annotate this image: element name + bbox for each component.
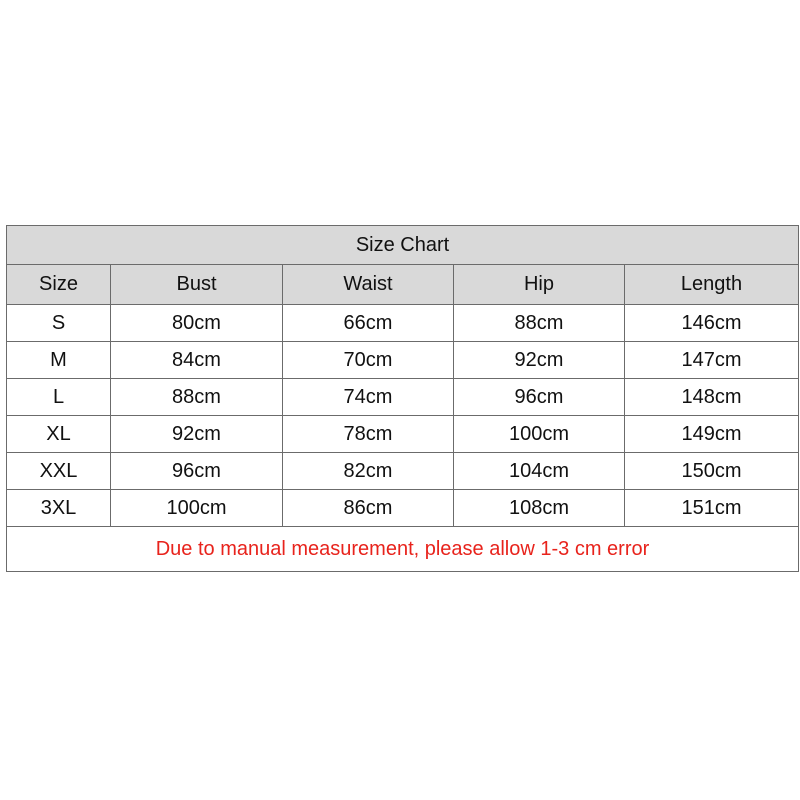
table-title: Size Chart — [7, 226, 799, 265]
cell-hip: 108cm — [454, 490, 625, 527]
cell-hip: 96cm — [454, 379, 625, 416]
table-row — [7, 379, 799, 416]
table-note-row — [7, 527, 799, 572]
cell-waist: 82cm — [283, 453, 454, 490]
table-row — [7, 416, 799, 453]
cell-length: 147cm — [625, 342, 799, 379]
cell-waist: 70cm — [283, 342, 454, 379]
cell-size: XL — [7, 416, 111, 453]
cell-hip: 100cm — [454, 416, 625, 453]
cell-waist: 74cm — [283, 379, 454, 416]
cell-hip: 88cm — [454, 305, 625, 342]
cell-bust: 80cm — [111, 305, 283, 342]
cell-length: 148cm — [625, 379, 799, 416]
cell-bust: 100cm — [111, 490, 283, 527]
cell-size: M — [7, 342, 111, 379]
column-header-bust: Bust — [111, 265, 283, 305]
cell-size: 3XL — [7, 490, 111, 527]
cell-size: L — [7, 379, 111, 416]
cell-size: XXL — [7, 453, 111, 490]
cell-hip: 104cm — [454, 453, 625, 490]
cell-waist: 66cm — [283, 305, 454, 342]
table-header-row — [7, 265, 799, 305]
table-row — [7, 305, 799, 342]
measurement-note: Due to manual measurement, please allow 1-3 cm error — [7, 527, 799, 572]
table-row — [7, 342, 799, 379]
cell-bust: 96cm — [111, 453, 283, 490]
cell-length: 151cm — [625, 490, 799, 527]
cell-bust: 84cm — [111, 342, 283, 379]
cell-bust: 92cm — [111, 416, 283, 453]
column-header-length: Length — [625, 265, 799, 305]
table-row — [7, 453, 799, 490]
cell-waist: 78cm — [283, 416, 454, 453]
cell-bust: 88cm — [111, 379, 283, 416]
cell-length: 149cm — [625, 416, 799, 453]
cell-length: 150cm — [625, 453, 799, 490]
column-header-waist: Waist — [283, 265, 454, 305]
column-header-size: Size — [7, 265, 111, 305]
table-title-row — [7, 226, 799, 265]
table-row — [7, 490, 799, 527]
cell-length: 146cm — [625, 305, 799, 342]
column-header-hip: Hip — [454, 265, 625, 305]
size-chart-table — [6, 225, 799, 572]
cell-hip: 92cm — [454, 342, 625, 379]
cell-size: S — [7, 305, 111, 342]
cell-waist: 86cm — [283, 490, 454, 527]
